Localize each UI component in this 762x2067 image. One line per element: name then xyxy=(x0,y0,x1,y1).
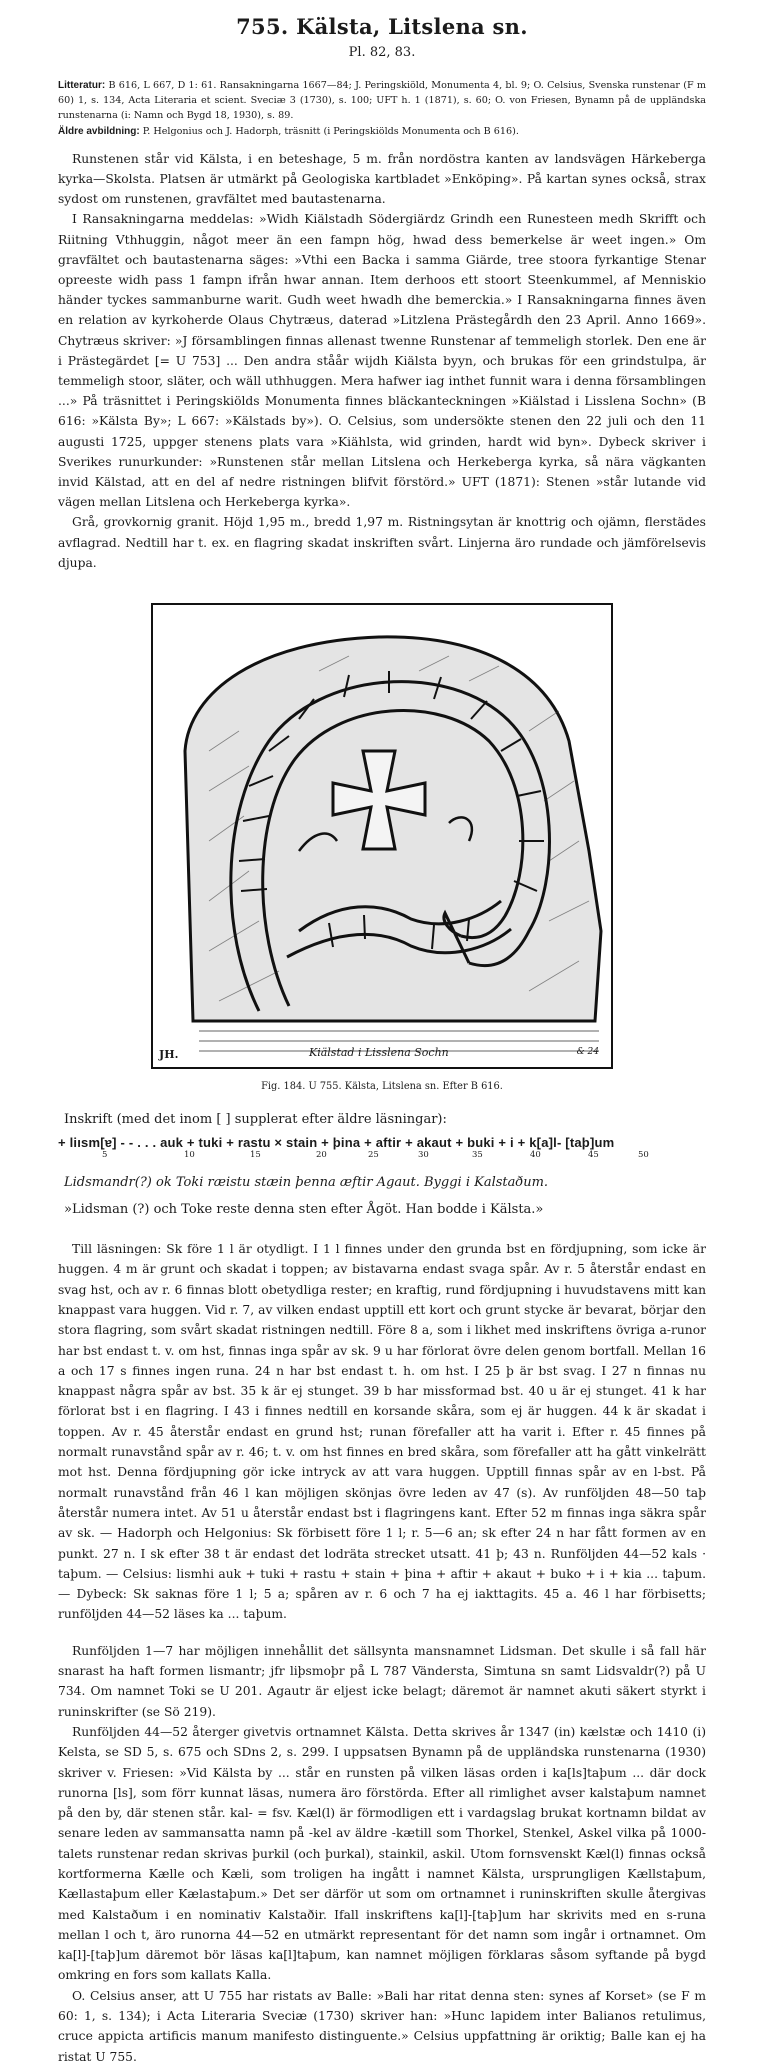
rune-number: 50 xyxy=(638,1150,649,1161)
older-illustration-text: P. Helgonius och J. Hadorph, träsnitt (i Peringskiölds Monumenta och B 616). xyxy=(142,125,519,137)
handwritten-annotation: Kiälstad i Lisslena Sochn xyxy=(309,1046,449,1060)
commentary-paragraph-4: O. Celsius anser, att U 755 har ristats av Balle: »Bali har ritat denna sten: synes af Korset» (se F m 60: 1, s. 134); i Acta Literaria Sveciæ (1730) skriver han: »Hunc lapidem inter Balianos retulimus, cruce appicta artificis manum manifesto distinguente.» Celsius uppfattning är oriktig; Balle kan ej ha ristat U 755. xyxy=(58,1988,706,2064)
literature-text: B 616, L 667, D 1: 61. Ransakningarna 1667—84; J. Peringskiöld, Monumenta 4, bl. 9; O. Celsius, Svenska runstenar (F m 60) 1, s. 134, Acta Literaria et scient. Sveciæ 3 (1730), s. 100; UFT h. 1 (1871), s. 60; O. von Friesen, Bynamn på de uppländska runstenarna (i: Namn och Bygd 18, 1930), s. 89. xyxy=(58,80,706,122)
page-title: 755. Kälsta, Litslena sn. xyxy=(236,14,528,39)
rune-number: 20 xyxy=(316,1150,327,1161)
normalized-reading: Lidsmandr(?) ok Toki ræistu stæin þenna æftir Agaut. Byggi i Kalstaðum. xyxy=(64,1175,549,1191)
commentary-paragraph-2: Runföljden 1—7 har möjligen innehållit det sällsynta mansnamnet Lidsman. Det skulle i så fall här snarast ha haft formen lismantr; jfr liþsmoþr på L 787 Vändersta, Simtuna sn samt Lidsvaldr(?) på U 734. Om namnet Toki se U 201. Agautr är eljest icke belagt; däremot är namnet akuti säkert styrkt i runinskrifter (se Sö 219). xyxy=(58,1643,706,1719)
intro-paragraph-1: Runstenen står vid Kälsta, i en beteshage, 5 m. från nordöstra kanten av landsvägen Härkeberga kyrka—Skolsta. Platsen är utmärkt på Geologiska kartbladet »Enköping». På kartan synes också, strax sydost om runstenen, gravfältet med bautastenarna. xyxy=(58,151,706,207)
swedish-translation: »Lidsman (?) och Toke reste denna sten efter Ågöt. Han bodde i Kälsta.» xyxy=(64,1202,544,1218)
rune-number: 45 xyxy=(588,1150,599,1161)
runestone-woodcut-drawing xyxy=(149,601,615,1071)
corner-mark: & 24 xyxy=(576,1047,599,1058)
rune-number: 30 xyxy=(418,1150,429,1161)
references-block xyxy=(58,78,706,139)
rune-numbering xyxy=(68,1150,706,1161)
literature-label: Litteratur: xyxy=(58,80,106,91)
intro-text xyxy=(58,149,706,573)
rune-number: 40 xyxy=(530,1150,541,1161)
plates-reference: Pl. 82, 83. xyxy=(348,45,416,60)
inscription-heading: Inskrift (med det inom [ ] supplerat efter äldre läsningar): xyxy=(64,1112,447,1128)
rune-number: 35 xyxy=(472,1150,483,1161)
page xyxy=(58,14,706,2067)
rune-number: 5 xyxy=(102,1150,108,1161)
rune-number: 25 xyxy=(368,1150,379,1161)
runic-transliteration: + liısm[ɐ] - - . . . auk + tuki + rastu × stain + þina + aftir + akaut + buki + i + k[a]l- [taþ]um xyxy=(58,1135,615,1151)
figure-caption: Fig. 184. U 755. Kälsta, Litslena sn. Efter B 616. xyxy=(261,1081,503,1093)
rune-number: 15 xyxy=(250,1150,261,1161)
rune-number: 10 xyxy=(184,1150,195,1161)
intro-paragraph-3: Grå, grovkornig granit. Höjd 1,95 m., bredd 1,97 m. Ristningsytan är knottrig och ojämn, flerstädes avflagrad. Nedtill har t. ex. en flagring skadat inskriften svårt. Linjerna äro rundade och jämförelsevis djupa. xyxy=(58,515,706,570)
artist-initials: JH. xyxy=(159,1048,179,1062)
commentary xyxy=(58,1239,706,2067)
runestone-figure xyxy=(149,601,615,1071)
older-illustration-label: Äldre avbildning: xyxy=(58,125,140,137)
commentary-paragraph-1: Till läsningen: Sk före 1 l är otydligt. I 1 l finnes under den grunda bst en fördjupning, som icke är huggen. 4 m är grunt och skadat i toppen; av bistavarna endast svaga spår. Av r. 5 återstår endast en svag hst, och av r. 6 finnas blott obetydliga rester; en kraftig, rund fördjupning i huvudstavens mitt kan knappast vara huggen. Vid r. 7, av vilken endast upptill ett kort och grunt stycke är bevarat, börjar den stora flagring, som svårt skadat ristningen nedtill. Före 8 a, som i likhet med inskriftens övriga a-runor har bst endast t. v. om hst, finnas inga spår av sk. 9 u har förlorat övre delen genom bortfall. Mellan 16 a och 17 s finnes ingen runa. 24 n har bst endast t. h. om hst. I 25 þ är bst svag. I 27 n finnas nu knappast några spår av bst. 35 k är ej stunget. 39 b har missformad bst. 40 u är ej stunget. 41 k har förlorat bst i en flagring. I 43 i finnes nedtill en korsande skåra, som ej är huggen. 44 k är skadat i toppen. Av r. 45 återstår endast en grund hst; runan förefaller att ha varit i. Efter r. 45 finnes på normalt runavstånd spår av r. 46; t. v. om hst finnes en bred skåra, som förefaller att ha gått vinkelrätt mot hst. Denna fördjupning gör icke intryck av att vara huggen. Upptill finnas spår av en l-bst. På normalt runavstånd från 46 l kan möjligen skönjas övre leden av 47 (s). Av runföljden 48—50 taþ återstår numera intet. Av 51 u återstår endast bst i flagringens kant. Efter 52 m finnas inga säkra spår av sk. — Hadorph och Helgonius: Sk förbisett före 1 l; r. 5—6 an; sk efter 24 n har fått formen av en punkt. 27 n. I sk efter 38 t är endast det lodräta strecket utsatt. 41 þ; 43 n. Runföljden 44—52 kals · taþum. — Celsius: lismhi auk + tuki + rastu + stain + þina + aftir + akaut + buko + i + kia ... taþum. — Dybeck: Sk saknas före 1 l; 5 a; spåren av r. 6 och 7 ha ej iakttagits. 45 a. 46 l har förbisetts; runföljden 44—52 läses ka ... taþum. xyxy=(58,1242,706,1622)
commentary-paragraph-3: Runföljden 44—52 återger givetvis ortnamnet Kälsta. Detta skrives år 1347 (in) kælstæ och 1410 (i) Kelsta, se SD 5, s. 675 och SDns 2, s. 299. I uppsatsen Bynamn på de uppländska runstenarna (1930) skriver v. Friesen: »Vid Kälsta by ... står en runsten på vilken läsas orden i ka[ls]taþum ... där dock runorna [ls], som förr kunnat läsas, numera äro förstörda. Efter all rimlighet avser kalstaþum namnet på den by, där stenen står. kal- = fsv. Kæl(l) är förmodligen ett i vardagslag brukat kortnamn bildat av senare leden av sammansatta namn på -kel av äldre -kætill som Thorkel, Stenkel, Askel vilka på 1000-talets runstenar redan skrivas þurkil (och þurkal), stainkil, askil. Utom fornsvenskt Kæl(l) finnas också kortformerna Kælle och Kæli, som troligen ha ingått i namnet Kälsta, ursprungligen Kællstaþum, Kællastaþum eller Kælastaþum.» Det ser därför ut som om ortnamnet i runinskriften skulle återgivas med Kalstaðum i en nominativ Kalstaðir. Ifall inskriftens ka[l]-[taþ]um har skrivits med en s-runa mellan l och t, äro runorna 44—52 en utmärkt representant för det namn som ingår i ortnamnet. Om ka[l]-[taþ]um däremot bör läsas ka[l]taþum, kan namnet möjligen förklaras såsom syftande på bygd omkring en fors som kallats Kalla. xyxy=(58,1724,706,1983)
intro-paragraph-2: I Ransakningarna meddelas: »Widh Kiälstadh Södergiärdz Grindh een Runesteen medh Skrifft och Riitning Vthhuggin, något meer än een fampn hög, hwad dess bemerkelse är weet ingen.» Om gravfältet och bautastenarna säges: »Vthi een Backa i samma Giärde, tree stoora fyrkantige Stenar opreeste widh pass 1 fampn ifrån hwar annan. Item derhoos ett stoort Steenkummel, af Menniskio händer tyckes sammanburne warit. Gudh weet hwadh dhe bemerckia.» I Ransakningarna finnes även en relation av kyrkoherde Olaus Chytræus, daterad »Litzlena Prästegårdh den 23 April. Anno 1669». Chytræus skriver: »J församblingen finnas allenast twenne Runstenar af temmeligh storlek. Den ene är i Prästegärdet [= U 753] ... Den andra ståår wijdh Kiälsta byyn, och brukas för een grindstulpa, är temmeligh stoor, släter, och wäll uthhuggen. Mera hafwer iag inthet funnit wara i denna församblingen ...» På träsnittet i Peringskiölds Monumenta finnes bläckanteckningen »Kiälstad i Lisslena Sochn» (B 616: »Kälsta By»; L 667: »Kälstads by»). O. Celsius, som undersökte stenen den 22 juli och den 11 augusti 1725, uppger stenens plats vara »Kiählsta, wid grinden, hardt wid byn». Dybeck skriver i Sverikes runurkunder: »Runstenen står mellan Litslena och Herkeberga kyrka, så nära vägkanten invid Kälstad, att en del af nedre ristningen blifvit förstörd.» UFT (1871): Stenen »står lutande vid vägen mellan Litslena och Herkeberga kyrka». xyxy=(58,212,706,510)
